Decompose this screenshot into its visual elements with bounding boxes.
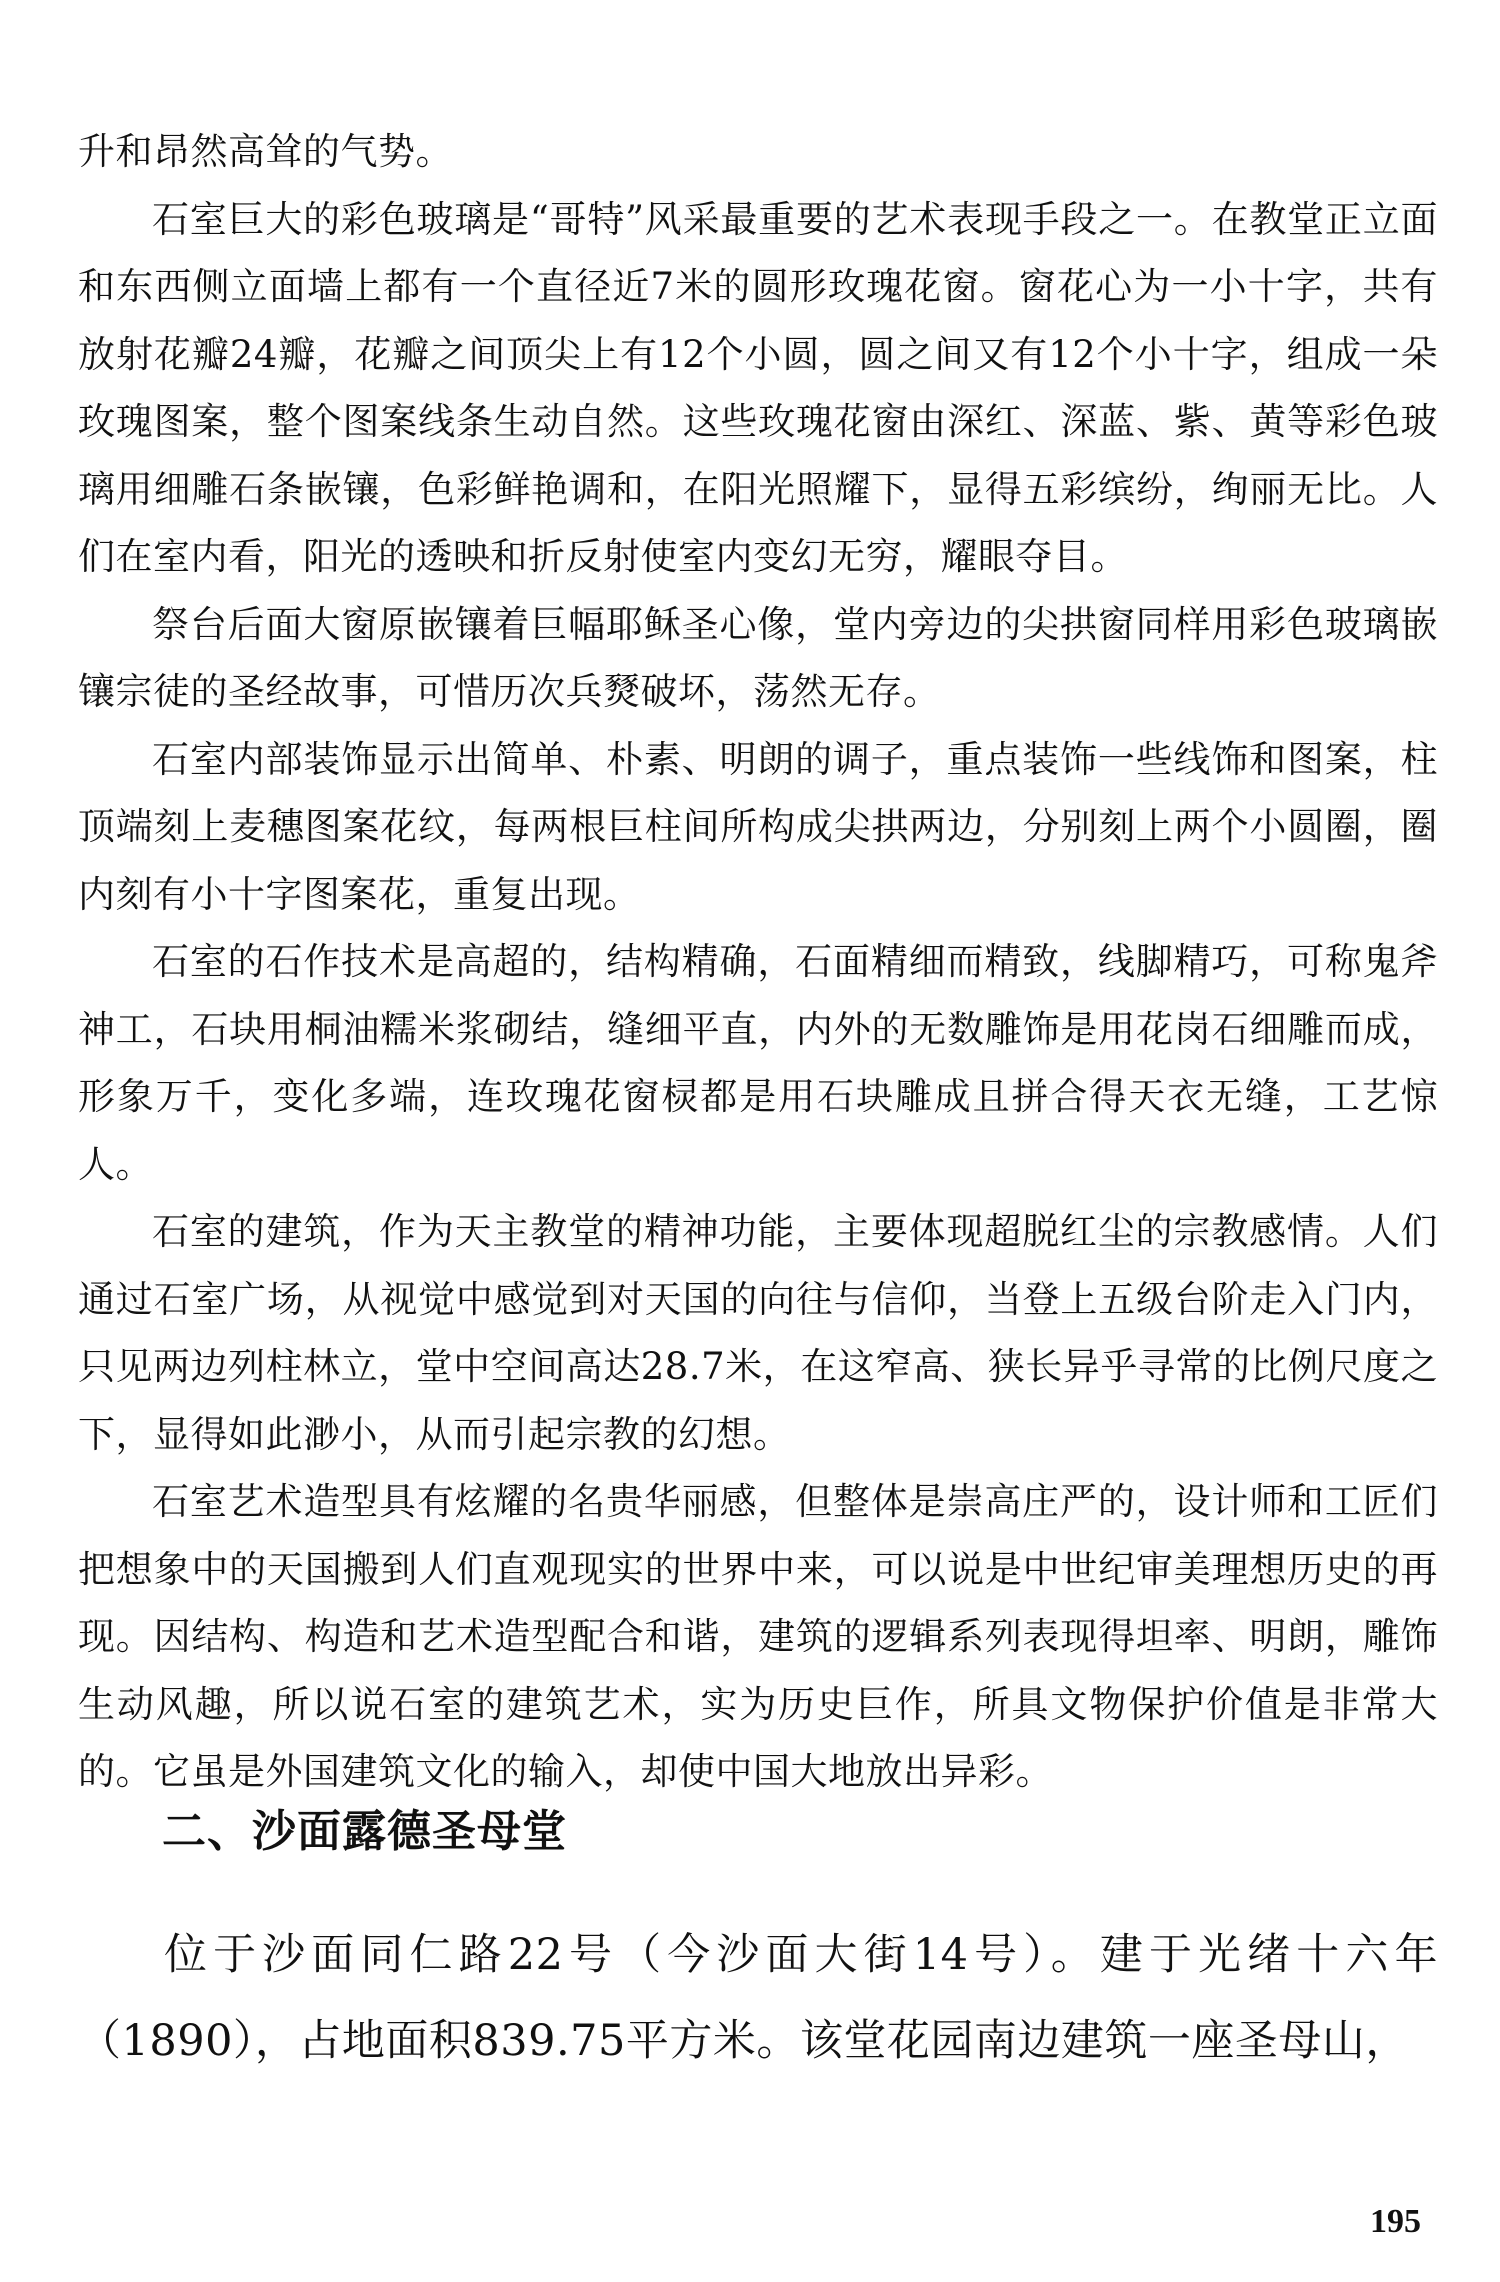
page-number: 195: [1370, 2203, 1421, 2240]
body-text: [78, 118, 1438, 1806]
paragraph-5: 石室的石作技术是高超的，结构精确，石面精细而精致，线脚精巧，可称鬼斧神工，石块用桐油糯米浆砌结，缝细平直，内外的无数雕饰是用花岗石细雕而成，形象万千，变化多端，连玫瑰花窗棂都是用石块雕成且拼合得天衣无缝，工艺惊人。: [78, 940, 1438, 1186]
section-heading: 二、沙面露德圣母堂: [162, 1806, 567, 1857]
paragraph-6: 石室的建筑，作为天主教堂的精神功能，主要体现超脱红尘的宗教感情。人们通过石室广场，从视觉中感觉到对天国的向往与信仰，当登上五级台阶走入门内，只见两边列柱林立，堂中空间高达28.7米，在这窄高、狭长异乎寻常的比例尺度之下，显得如此渺小，从而引起宗教的幻想。: [78, 1210, 1438, 1456]
section-paragraph: 位于沙面同仁路22号（今沙面大街14号）。建于光绪十六年（1890），占地面积839.75平方米。该堂花园南边建筑一座圣母山，: [78, 1930, 1438, 2066]
paragraph-3: 祭台后面大窗原嵌镶着巨幅耶稣圣心像，堂内旁边的尖拱窗同样用彩色玻璃嵌镶宗徒的圣经故事，可惜历次兵燹破坏，荡然无存。: [78, 602, 1438, 713]
paragraph-1: 升和昂然高耸的气势。: [78, 130, 453, 173]
paragraph-4: 石室内部装饰显示出简单、朴素、明朗的调子，重点装饰一些线饰和图案，柱顶端刻上麦穗图案花纹，每两根巨柱间所构成尖拱两边，分别刻上两个小圆圈，圈内刻有小十字图案花，重复出现。: [78, 737, 1438, 916]
paragraph-7: 石室艺术造型具有炫耀的名贵华丽感，但整体是崇高庄严的，设计师和工匠们把想象中的天国搬到人们直观现实的世界中来，可以说是中世纪审美理想历史的再现。因结构、构造和艺术造型配合和谐，建筑的逻辑系列表现得坦率、明朗，雕饰生动风趣，所以说石室的建筑艺术，实为历史巨作，所具文物保护价值是非常大的。它虽是外国建筑文化的输入，却使中国大地放出异彩。: [78, 1480, 1438, 1793]
paragraph-2: 石室巨大的彩色玻璃是“哥特”风采最重要的艺术表现手段之一。在教堂正立面和东西侧立面墙上都有一个直径近7米的圆形玫瑰花窗。窗花心为一小十字，共有放射花瓣24瓣，花瓣之间顶尖上有12个小圆，圆之间又有12个小十字，组成一朵玫瑰图案，整个图案线条生动自然。这些玫瑰花窗由深红、深蓝、紫、黄等彩色玻璃用细雕石条嵌镶，色彩鲜艳调和，在阳光照耀下，显得五彩缤纷，绚丽无比。人们在室内看，阳光的透映和折反射使室内变幻无穷，耀眼夺目。: [78, 197, 1438, 578]
section-body: [78, 1912, 1438, 2084]
